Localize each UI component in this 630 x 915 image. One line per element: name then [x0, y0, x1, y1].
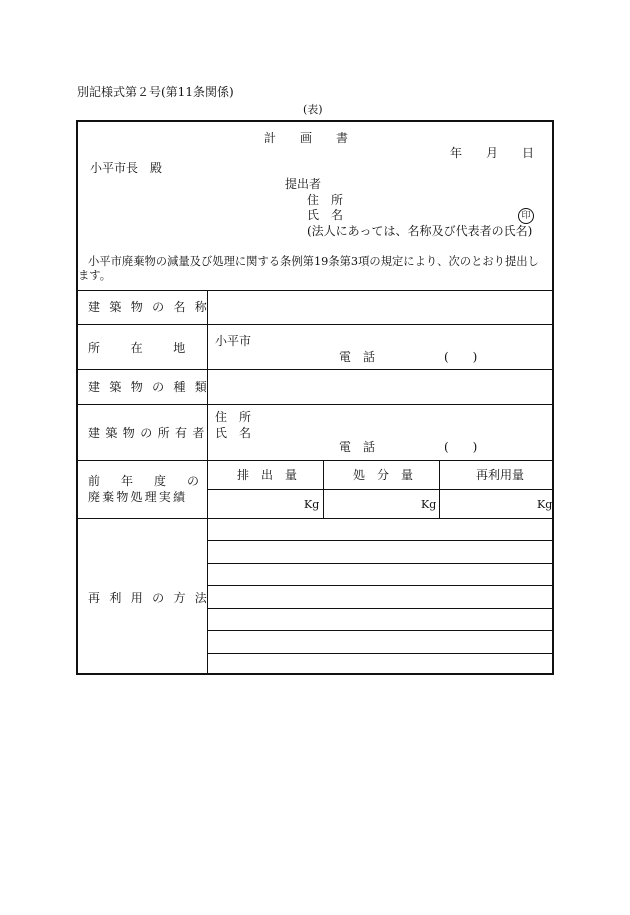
prev-year-label-line-1: 前年度の [88, 474, 221, 488]
discharge-amount-field[interactable] [209, 491, 299, 516]
unit-reuse: Kg [537, 498, 553, 511]
column-divider [323, 460, 324, 518]
corporate-note: (法人にあっては、名称及び代表者の氏名) [307, 224, 533, 238]
divider [78, 324, 552, 325]
col-header-disposal: 処 分 量 [353, 468, 414, 482]
building-type-field[interactable] [209, 371, 549, 402]
location-field[interactable] [258, 327, 548, 367]
owner-phone-label: 電 話 [339, 440, 376, 454]
reuse-method-label: 再利用の方法 [88, 591, 217, 605]
statement-line-2: ます。 [78, 269, 111, 282]
building-type-label: 建築物の種類 [88, 380, 217, 394]
label-text: 建築物の名称 [88, 300, 217, 314]
divider [207, 489, 552, 490]
addressee: 小平市長 殿 [90, 161, 163, 175]
location-phone-parens: ( ) [444, 350, 478, 364]
prev-year-label-line-2: 廃棄物処理実績 [88, 490, 188, 504]
col-header-reuse: 再利用量 [476, 468, 525, 482]
divider [78, 518, 552, 519]
date-field[interactable]: 年 月 日 [450, 146, 535, 160]
seal-icon: 印 [518, 208, 534, 224]
plan-form [76, 120, 554, 675]
divider [78, 404, 552, 405]
divider [78, 290, 552, 291]
owner-label: 建築物の所有者 [88, 426, 210, 440]
statement-line-1: 小平市廃棄物の減量及び処理に関する条例第19条第3項の規定により、次のとおり提出し [88, 255, 539, 268]
building-name-field[interactable] [209, 292, 549, 322]
owner-field[interactable] [258, 407, 548, 457]
owner-phone-parens: ( ) [444, 440, 478, 454]
submitter-label: 提出者 [285, 177, 322, 191]
column-divider [439, 460, 440, 518]
unit-disposal: Kg [421, 498, 437, 511]
form-title: 計 画 書 [264, 131, 349, 145]
col-header-discharge: 排 出 量 [237, 468, 298, 482]
front-label: (表) [303, 103, 323, 116]
disposal-amount-field[interactable] [325, 491, 415, 516]
reuse-amount-field[interactable] [441, 491, 531, 516]
owner-name-label: 氏 名 [215, 426, 252, 440]
form-number: 別記様式第２号(第11条関係) [77, 85, 234, 99]
location-phone-label: 電 話 [339, 350, 376, 364]
divider [78, 369, 552, 370]
location-prefix: 小平市 [215, 334, 252, 348]
submitter-name-label: 氏 名 [307, 208, 344, 222]
divider [78, 460, 552, 461]
unit-discharge: Kg [304, 498, 320, 511]
location-label: 所在地 [88, 341, 216, 355]
reuse-method-field[interactable] [209, 520, 549, 672]
submitter-address-label: 住 所 [307, 193, 344, 207]
owner-address-label: 住 所 [215, 410, 252, 424]
building-name-label [88, 300, 217, 314]
